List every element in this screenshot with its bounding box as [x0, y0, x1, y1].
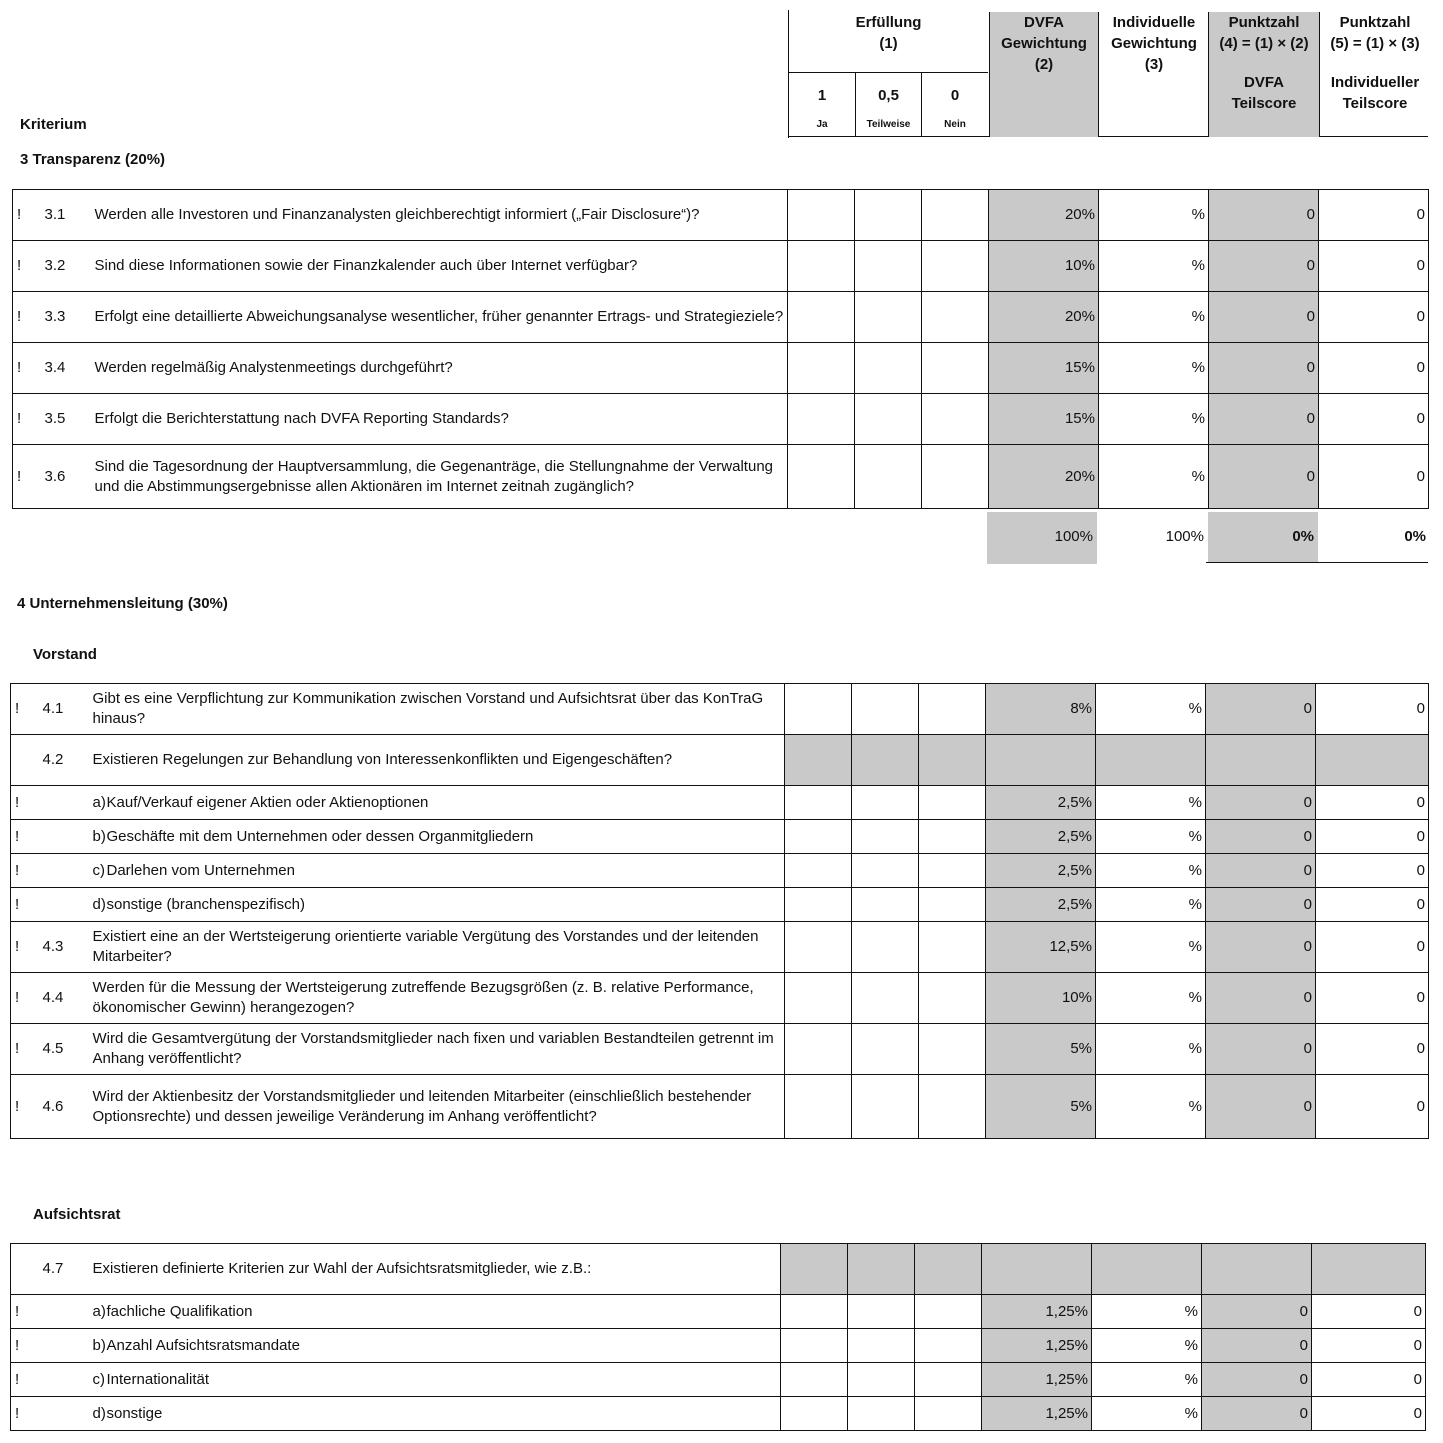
- row-mark: !: [11, 684, 23, 735]
- row-mark: !: [11, 820, 23, 854]
- criterion-id: 3.1: [25, 190, 87, 241]
- dvfa-weight: 2,5%: [986, 786, 1096, 820]
- row-mark: [11, 735, 23, 786]
- indiv-teilscore: 0: [1319, 343, 1429, 394]
- fulfil-nein-cell[interactable]: [919, 888, 986, 922]
- fulfil-teilweise-cell[interactable]: [855, 343, 922, 394]
- dvfa-weight: 5%: [986, 1075, 1096, 1139]
- dvfa-weight: 20%: [989, 190, 1099, 241]
- criterion-text: Wird die Gesamtvergütung der Vorstandsmitglieder nach fixen und variablen Bestandteilen getrennt im Anhang veröffentlicht?: [85, 1024, 785, 1075]
- indiv-weight[interactable]: %: [1099, 343, 1209, 394]
- indiv-teilscore: 0: [1316, 888, 1429, 922]
- indiv-weight[interactable]: %: [1092, 1329, 1202, 1363]
- criterion-text: Sind diese Informationen sowie der Finanzkalender auch über Internet verfügbar?: [87, 241, 788, 292]
- erfuellung-header: Erfüllung (1): [855, 14, 922, 52]
- table-row: [11, 888, 1429, 922]
- indiv-weight[interactable]: %: [1092, 1397, 1202, 1431]
- erfuellung-ja: 1 Ja: [816, 87, 828, 130]
- row-mark: !: [11, 973, 23, 1024]
- fulfil-teilweise-cell[interactable]: [848, 1363, 915, 1397]
- fulfil-nein-cell[interactable]: [922, 394, 989, 445]
- fulfil-teilweise-cell[interactable]: [855, 241, 922, 292]
- fulfil-ja-cell[interactable]: [788, 292, 855, 343]
- dvfa-gewichtung-header: DVFA Gewichtung (2): [989, 12, 1098, 137]
- criterion-id: d): [23, 888, 85, 922]
- dvfa-weight: 10%: [986, 973, 1096, 1024]
- fulfil-teilweise-cell[interactable]: [855, 394, 922, 445]
- fulfil-teilweise-cell[interactable]: [852, 922, 919, 973]
- fulfil-teilweise-cell[interactable]: [848, 1397, 915, 1431]
- fulfil-teilweise-cell[interactable]: [852, 684, 919, 735]
- criterion-id: 3.3: [25, 292, 87, 343]
- dvfa-teilscore: [1206, 735, 1316, 786]
- fulfil-nein-cell[interactable]: [915, 1329, 982, 1363]
- table-row: [11, 684, 1429, 735]
- dvfa-weight: 1,25%: [982, 1295, 1092, 1329]
- fulfil-ja-cell[interactable]: [788, 394, 855, 445]
- criterion-id: 3.4: [25, 343, 87, 394]
- criterion-text: Sind die Tagesordnung der Hauptversammlung, die Gegenanträge, die Stellungnahme der Verwaltung und die Abstimmungsergebnisse allen Aktionären im Internet zeitnah zugänglich?: [87, 445, 788, 509]
- criterion-id: 4.2: [23, 735, 85, 786]
- dvfa-weight: 10%: [989, 241, 1099, 292]
- total-dvfa: 100%: [1054, 528, 1093, 545]
- criterion-text: fachliche Qualifikation: [85, 1295, 781, 1329]
- indiv-teilscore: 0: [1316, 1024, 1429, 1075]
- row-mark: !: [13, 241, 25, 292]
- row-mark: !: [11, 1075, 23, 1139]
- criterion-id: a): [23, 786, 85, 820]
- kriterium-label: Kriterium: [20, 116, 87, 133]
- dvfa-teilscore: 0: [1206, 854, 1316, 888]
- indiv-teilscore: [1316, 735, 1429, 786]
- fulfil-ja-cell[interactable]: [785, 973, 852, 1024]
- indiv-weight[interactable]: %: [1096, 922, 1206, 973]
- table-row: [11, 1075, 1429, 1139]
- dvfa-teilscore: 0: [1206, 786, 1316, 820]
- table-row: [13, 292, 1429, 343]
- fulfil-ja-cell[interactable]: [785, 820, 852, 854]
- indiv-weight[interactable]: %: [1092, 1295, 1202, 1329]
- indiv-weight[interactable]: [1092, 1244, 1202, 1295]
- criterion-text: Wird der Aktienbesitz der Vorstandsmitglieder und leitenden Mitarbeiter (einschließlich bestehender Optionsrechte) und dessen jeweilige Veränderung im Anhang veröffentlicht?: [85, 1075, 785, 1139]
- indiv-teilscore: 0: [1316, 973, 1429, 1024]
- erfuellung-teilweise: 0,5 Teilweise: [866, 87, 911, 130]
- criterion-id: 4.6: [23, 1075, 85, 1139]
- indiv-weight[interactable]: %: [1092, 1363, 1202, 1397]
- section-3-table: [12, 189, 1429, 509]
- criterion-text: sonstige: [85, 1397, 781, 1431]
- table-row: [13, 190, 1429, 241]
- dvfa-weight: 1,25%: [982, 1397, 1092, 1431]
- criterion-id: 4.7: [23, 1244, 85, 1295]
- fulfil-nein-cell[interactable]: [919, 786, 986, 820]
- indiv-weight[interactable]: %: [1099, 445, 1209, 509]
- fulfil-teilweise-cell[interactable]: [855, 292, 922, 343]
- indiv-weight[interactable]: %: [1099, 190, 1209, 241]
- row-mark: !: [13, 445, 25, 509]
- indiv-teilscore: 0: [1312, 1329, 1426, 1363]
- fulfil-ja-cell[interactable]: [788, 241, 855, 292]
- table-row: [11, 786, 1429, 820]
- fulfil-ja-cell[interactable]: [785, 786, 852, 820]
- dvfa-teilscore: 0: [1202, 1363, 1312, 1397]
- indiv-teilscore: 0: [1319, 190, 1429, 241]
- criterion-id: 4.3: [23, 922, 85, 973]
- fulfil-teilweise-cell[interactable]: [852, 888, 919, 922]
- dvfa-teilscore: 0: [1206, 973, 1316, 1024]
- fulfil-ja-cell[interactable]: [781, 1295, 848, 1329]
- criterion-id: 3.5: [25, 394, 87, 445]
- total-p4: 0%: [1292, 528, 1314, 545]
- vorstand-title: Vorstand: [33, 646, 97, 663]
- fulfil-ja-cell[interactable]: [788, 343, 855, 394]
- criterion-id: c): [23, 854, 85, 888]
- dvfa-teilscore: 0: [1209, 394, 1319, 445]
- criterion-id: b): [23, 1329, 85, 1363]
- dvfa-weight: 1,25%: [982, 1363, 1092, 1397]
- dvfa-teilscore: 0: [1206, 684, 1316, 735]
- fulfil-teilweise-cell[interactable]: [852, 973, 919, 1024]
- fulfil-nein-cell[interactable]: [922, 445, 989, 509]
- indiv-teilscore: 0: [1316, 854, 1429, 888]
- dvfa-weight: 15%: [989, 394, 1099, 445]
- fulfil-nein-cell[interactable]: [922, 190, 989, 241]
- dvfa-teilscore: 0: [1206, 1024, 1316, 1075]
- fulfil-teilweise-cell[interactable]: [855, 190, 922, 241]
- fulfil-ja-cell[interactable]: [781, 1397, 848, 1431]
- fulfil-ja-cell[interactable]: [785, 922, 852, 973]
- table-row: [11, 735, 1429, 786]
- indiv-teilscore: 0: [1319, 292, 1429, 343]
- table-row: [11, 854, 1429, 888]
- row-mark: !: [13, 343, 25, 394]
- criterion-text: Anzahl Aufsichtsratsmandate: [85, 1329, 781, 1363]
- indiv-teilscore: 0: [1316, 1075, 1429, 1139]
- indiv-teilscore: 0: [1316, 922, 1429, 973]
- dvfa-weight: 20%: [989, 292, 1099, 343]
- table-row: [11, 973, 1429, 1024]
- aufsichtsrat-table: [10, 1243, 1426, 1431]
- dvfa-weight: 8%: [986, 684, 1096, 735]
- criterion-text: Werden regelmäßig Analystenmeetings durchgeführt?: [87, 343, 788, 394]
- fulfil-teilweise-cell[interactable]: [852, 820, 919, 854]
- indiv-teilscore: 0: [1316, 786, 1429, 820]
- criterion-id: 4.5: [23, 1024, 85, 1075]
- fulfil-teilweise-cell[interactable]: [852, 1075, 919, 1139]
- criterion-text: Existieren definierte Kriterien zur Wahl der Aufsichtsratsmitglieder, wie z.B.:: [85, 1244, 781, 1295]
- dvfa-weight: 12,5%: [986, 922, 1096, 973]
- criterion-text: Werden alle Investoren und Finanzanalysten gleichberechtigt informiert („Fair Disclosure“)?: [87, 190, 788, 241]
- fulfil-nein-cell[interactable]: [915, 1244, 982, 1295]
- section-4-title: 4 Unternehmensleitung (30%): [17, 595, 228, 612]
- indiv-teilscore: 0: [1319, 394, 1429, 445]
- fulfil-nein-cell[interactable]: [915, 1397, 982, 1431]
- indiv-weight[interactable]: %: [1099, 241, 1209, 292]
- fulfil-teilweise-cell[interactable]: [852, 854, 919, 888]
- fulfil-teilweise-cell[interactable]: [855, 445, 922, 509]
- table-row: [11, 1397, 1426, 1431]
- fulfil-teilweise-cell[interactable]: [848, 1295, 915, 1329]
- fulfil-nein-cell[interactable]: [919, 1075, 986, 1139]
- indiv-weight[interactable]: %: [1096, 854, 1206, 888]
- fulfil-teilweise-cell[interactable]: [852, 735, 919, 786]
- criterion-text: Gibt es eine Verpflichtung zur Kommunikation zwischen Vorstand und Aufsichtsrat über das KonTraG hinaus?: [85, 684, 785, 735]
- criterion-text: Erfolgt eine detaillierte Abweichungsanalyse wesentlicher, früher genannter Ertrags- und Strategieziele?: [87, 292, 788, 343]
- criterion-id: b): [23, 820, 85, 854]
- dvfa-teilscore: 0: [1206, 820, 1316, 854]
- dvfa-teilscore: 0: [1209, 241, 1319, 292]
- fulfil-nein-cell[interactable]: [919, 735, 986, 786]
- row-mark: !: [11, 1295, 23, 1329]
- row-mark: !: [11, 1024, 23, 1075]
- table-row: [11, 922, 1429, 973]
- fulfil-nein-cell[interactable]: [922, 292, 989, 343]
- criterion-text: Existieren Regelungen zur Behandlung von Interessenkonflikten und Eigengeschäften?: [85, 735, 785, 786]
- row-mark: !: [13, 394, 25, 445]
- indiv-weight[interactable]: %: [1096, 786, 1206, 820]
- dvfa-weight: 20%: [989, 445, 1099, 509]
- dvfa-teilscore: 0: [1209, 445, 1319, 509]
- table-row: [11, 1024, 1429, 1075]
- criterion-text: Existiert eine an der Wertsteigerung orientierte variable Vergütung des Vorstandes und der leitenden Mitarbeiter?: [85, 922, 785, 973]
- totals-underline: [1206, 562, 1428, 563]
- indiv-weight[interactable]: %: [1096, 1024, 1206, 1075]
- criterion-text: Internationalität: [85, 1363, 781, 1397]
- dvfa-teilscore: 0: [1202, 1329, 1312, 1363]
- dvfa-weight: [982, 1244, 1092, 1295]
- dvfa-teilscore: 0: [1206, 1075, 1316, 1139]
- indiv-teilscore: 0: [1319, 241, 1429, 292]
- fulfil-ja-cell[interactable]: [781, 1244, 848, 1295]
- criterion-text: sonstige (branchenspezifisch): [85, 888, 785, 922]
- fulfil-ja-cell[interactable]: [785, 684, 852, 735]
- indiv-weight[interactable]: %: [1099, 292, 1209, 343]
- dvfa-teilscore: 0: [1202, 1397, 1312, 1431]
- indiv-weight[interactable]: %: [1096, 684, 1206, 735]
- criterion-id: c): [23, 1363, 85, 1397]
- fulfil-nein-cell[interactable]: [919, 854, 986, 888]
- criterion-text: Geschäfte mit dem Unternehmen oder dessen Organmitgliedern: [85, 820, 785, 854]
- vorstand-table: [10, 683, 1429, 1139]
- total-indiv: 100%: [1165, 528, 1204, 545]
- dvfa-weight: [986, 735, 1096, 786]
- fulfil-ja-cell[interactable]: [785, 735, 852, 786]
- indiv-weight[interactable]: %: [1096, 888, 1206, 922]
- indiv-weight[interactable]: %: [1099, 394, 1209, 445]
- dvfa-teilscore: 0: [1209, 343, 1319, 394]
- fulfil-ja-cell[interactable]: [788, 190, 855, 241]
- indiv-teilscore: 0: [1312, 1363, 1426, 1397]
- fulfil-nein-cell[interactable]: [922, 343, 989, 394]
- table-row: [11, 1295, 1426, 1329]
- indiv-teilscore: 0: [1312, 1295, 1426, 1329]
- criterion-id: d): [23, 1397, 85, 1431]
- dvfa-weight: 1,25%: [982, 1329, 1092, 1363]
- dvfa-teilscore: 0: [1209, 190, 1319, 241]
- row-mark: !: [11, 888, 23, 922]
- criterion-id: 4.1: [23, 684, 85, 735]
- fulfil-nein-cell[interactable]: [915, 1295, 982, 1329]
- fulfil-teilweise-cell[interactable]: [852, 786, 919, 820]
- row-mark: !: [11, 854, 23, 888]
- row-mark: !: [13, 292, 25, 343]
- fulfil-ja-cell[interactable]: [781, 1329, 848, 1363]
- criterion-text: Werden für die Messung der Wertsteigerung zutreffende Bezugsgrößen (z. B. relative Performance, ökonomischer Gewinn) herangezogen?: [85, 973, 785, 1024]
- criterion-id: 4.4: [23, 973, 85, 1024]
- dvfa-teilscore: 0: [1209, 292, 1319, 343]
- section-3-title: 3 Transparenz (20%): [20, 151, 166, 168]
- table-row: [11, 1363, 1426, 1397]
- dvfa-teilscore: [1202, 1244, 1312, 1295]
- fulfil-nein-cell[interactable]: [919, 922, 986, 973]
- erfuellung-nein: 0 Nein: [944, 87, 966, 130]
- dvfa-weight: 2,5%: [986, 854, 1096, 888]
- dvfa-teilscore: 0: [1202, 1295, 1312, 1329]
- dvfa-weight: 15%: [989, 343, 1099, 394]
- fulfil-ja-cell[interactable]: [785, 854, 852, 888]
- fulfil-nein-cell[interactable]: [915, 1363, 982, 1397]
- indiv-weight[interactable]: %: [1096, 973, 1206, 1024]
- table-row: [11, 1329, 1426, 1363]
- dvfa-weight: 2,5%: [986, 820, 1096, 854]
- criterion-text: Darlehen vom Unternehmen: [85, 854, 785, 888]
- row-mark: !: [11, 922, 23, 973]
- aufsichtsrat-title: Aufsichtsrat: [33, 1206, 121, 1223]
- table-row: [11, 820, 1429, 854]
- table-row: [13, 445, 1429, 509]
- table-row: [13, 394, 1429, 445]
- indiv-teilscore: 0: [1312, 1397, 1426, 1431]
- fulfil-nein-cell[interactable]: [919, 684, 986, 735]
- indiv-teilscore: [1312, 1244, 1426, 1295]
- dvfa-teilscore-header: Punktzahl (4) = (1) × (2) DVFA Teilscore: [1208, 12, 1319, 137]
- criterion-text: Erfolgt die Berichterstattung nach DVFA Reporting Standards?: [87, 394, 788, 445]
- dvfa-teilscore: 0: [1206, 888, 1316, 922]
- indiv-teilscore: 0: [1319, 445, 1429, 509]
- fulfil-nein-cell[interactable]: [919, 973, 986, 1024]
- row-mark: !: [11, 1329, 23, 1363]
- criterion-text: Kauf/Verkauf eigener Aktien oder Aktienoptionen: [85, 786, 785, 820]
- table-row: [13, 343, 1429, 394]
- table-row: [11, 1244, 1426, 1295]
- fulfil-teilweise-cell[interactable]: [848, 1244, 915, 1295]
- fulfil-ja-cell[interactable]: [788, 445, 855, 509]
- indiv-weight[interactable]: %: [1096, 1075, 1206, 1139]
- row-mark: !: [11, 1397, 23, 1431]
- row-mark: !: [13, 190, 25, 241]
- row-mark: !: [11, 786, 23, 820]
- fulfil-nein-cell[interactable]: [922, 241, 989, 292]
- fulfil-nein-cell[interactable]: [919, 820, 986, 854]
- indiv-teilscore: 0: [1316, 820, 1429, 854]
- dvfa-weight: 2,5%: [986, 888, 1096, 922]
- fulfil-teilweise-cell[interactable]: [852, 1024, 919, 1075]
- row-mark: [11, 1244, 23, 1295]
- criterion-id: 3.2: [25, 241, 87, 292]
- criterion-id: a): [23, 1295, 85, 1329]
- fulfil-teilweise-cell[interactable]: [848, 1329, 915, 1363]
- fulfil-nein-cell[interactable]: [919, 1024, 986, 1075]
- dvfa-teilscore: 0: [1206, 922, 1316, 973]
- indiv-weight[interactable]: %: [1096, 820, 1206, 854]
- criterion-id: 3.6: [25, 445, 87, 509]
- header-border: [788, 72, 988, 73]
- indiv-weight[interactable]: [1096, 735, 1206, 786]
- dvfa-weight: 5%: [986, 1024, 1096, 1075]
- indiv-teilscore-header: Punktzahl (5) = (1) × (3) Individueller Teilscore: [1319, 12, 1430, 137]
- fulfil-ja-cell[interactable]: [785, 1075, 852, 1139]
- total-p5: 0%: [1404, 528, 1426, 545]
- table-row: [13, 241, 1429, 292]
- row-mark: !: [11, 1363, 23, 1397]
- fulfil-ja-cell[interactable]: [785, 888, 852, 922]
- indiv-teilscore: 0: [1316, 684, 1429, 735]
- indiv-gewichtung-header: Individuelle Gewichtung (3): [1098, 12, 1209, 137]
- fulfil-ja-cell[interactable]: [785, 1024, 852, 1075]
- fulfil-ja-cell[interactable]: [781, 1363, 848, 1397]
